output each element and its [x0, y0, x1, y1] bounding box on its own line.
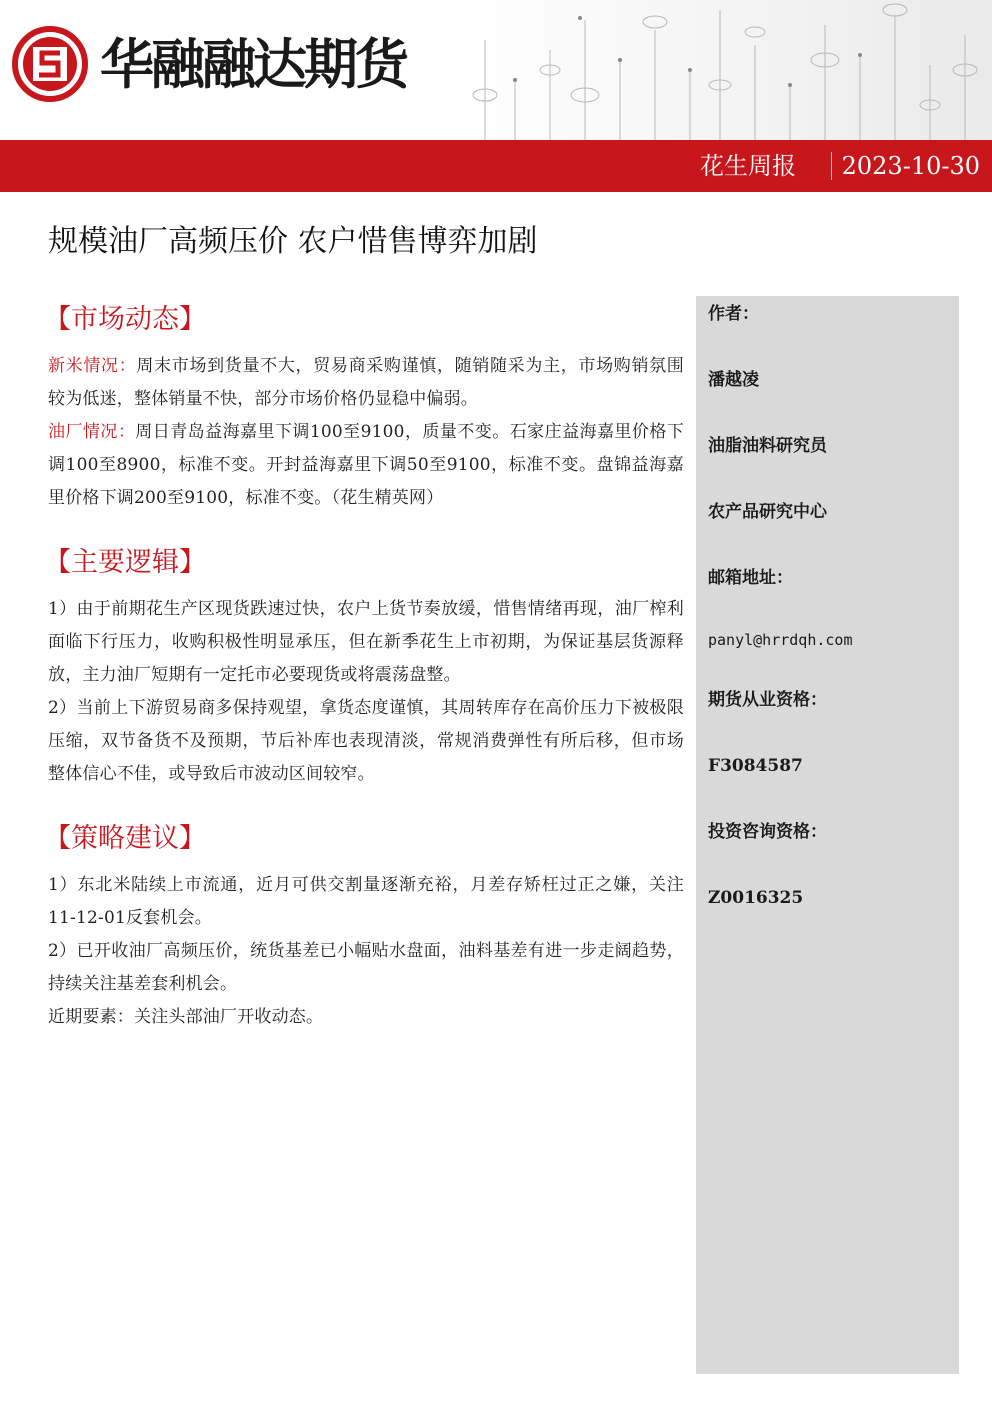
email-label: 邮箱地址： — [708, 568, 793, 588]
logic-paragraph-1: 1）由于前期花生产区现货跌速过快，农户上货节奏放缓，惜售情绪再现，油厂榨利面临下行压力，收购积极性明显承压，但在新季花生上市初期，为保证基层货源释放，主力油厂短期有一定托市必要现货或将震荡盘整。 — [48, 599, 684, 685]
strategy-paragraph-2: 2）已开收油厂高频压价，统货基差已小幅贴水盘面，油料基差有进一步走阔趋势，持续关注基差套利机会。 — [48, 941, 684, 994]
futures-qualification-label: 期货从业资格： — [708, 690, 827, 710]
consult-qualification-id: Z0016325 — [708, 888, 804, 908]
brand-name: 华融融达期货 — [100, 33, 406, 96]
report-type-bar — [0, 140, 992, 192]
report-date: 2023-10-30 — [841, 152, 980, 180]
decorative-lines-graphic — [455, 0, 992, 140]
header-separator — [831, 152, 832, 180]
author-sidebar — [696, 296, 959, 1374]
report-type-label: 花生周报 — [700, 152, 796, 180]
section-heading-strategy: 【策略建议】 — [44, 823, 206, 854]
section-heading-logic: 【主要逻辑】 — [44, 547, 206, 578]
logic-paragraph-2: 2）当前上下游贸易商多保持观望，拿货态度谨慎，其周转库存在高价压力下被极限压缩，双节备货不及预期，节后补库也表现清淡，常规消费弹性有所后移，但市场整体信心不佳，或导致后市波动区间较窄。 — [48, 698, 684, 784]
strategy-paragraph-1: 1）东北米陆续上市流通，近月可供交割量逐渐充裕，月差存矫枉过正之嫌，关注11-12-01反套机会。 — [48, 875, 684, 928]
futures-qualification-id: F3084587 — [708, 756, 803, 776]
market-text-new-crop: 周末市场到货量不大，贸易商采购谨慎，随销随采为主，市场购销氛围较为低迷，整体销量不快，部分市场价格仍显稳中偏弱。 — [48, 356, 685, 409]
market-lead-new-crop: 新米情况： — [48, 356, 137, 376]
main-content — [44, 300, 685, 1034]
strategy-key-factors: 近期要素：关注头部油厂开收动态。 — [48, 1007, 324, 1027]
author-department: 农产品研究中心 — [708, 502, 827, 522]
report-header — [0, 0, 992, 140]
author-email[interactable]: panyl@hrrdqh.com — [708, 631, 853, 649]
market-paragraph-new-crop — [48, 350, 684, 416]
market-text-oil-mill: 周日青岛益海嘉里下调100至9100，质量不变。石家庄益海嘉里价格下调100至8900，标准不变。开封益海嘉里下调50至9100，标准不变。盘锦益海嘉里价格下调200至9100，标准不变。（花生精英网） — [48, 422, 685, 508]
consult-qualification-label: 投资咨询资格： — [708, 822, 827, 842]
author-name: 潘越凌 — [708, 370, 759, 390]
author-position: 油脂油料研究员 — [708, 436, 827, 456]
page-title: 规模油厂高频压价 农户惜售博弈加剧 — [48, 224, 538, 259]
author-label: 作者： — [708, 304, 759, 324]
company-logo-icon — [12, 26, 88, 102]
market-paragraph-oil-mill — [48, 416, 684, 515]
section-heading-market: 【市场动态】 — [44, 304, 206, 335]
market-lead-oil-mill: 油厂情况： — [48, 422, 136, 442]
